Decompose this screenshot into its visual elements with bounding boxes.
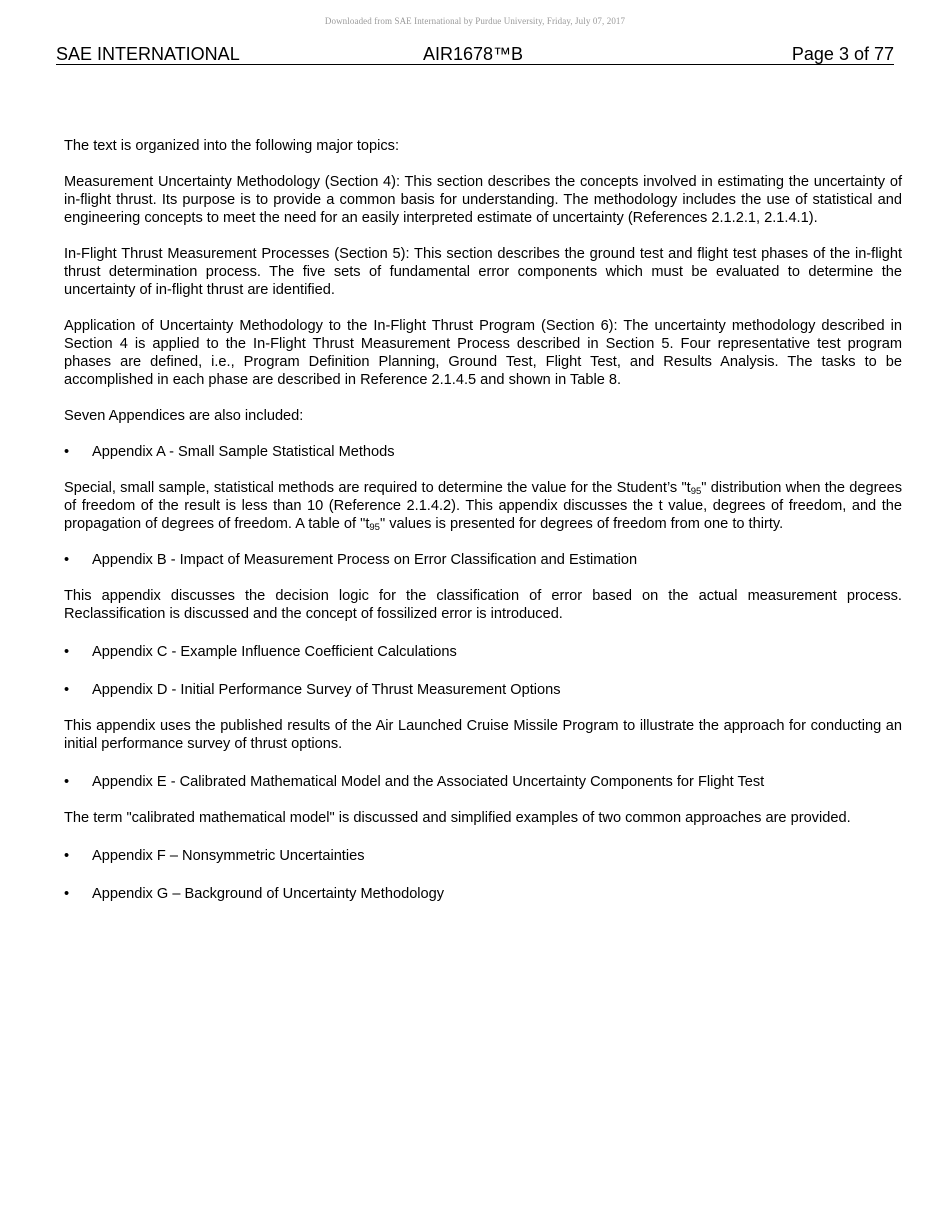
bullet-icon: • — [64, 444, 70, 460]
appendices-intro: Seven Appendices are also included: — [64, 408, 304, 424]
bullet-icon: • — [64, 774, 70, 790]
appendix-b-description: This appendix discusses the decision logic for the classification of error based on the actual measurement process. Reclassification is discussed and the concept of fossilized error is introduced. — [64, 588, 902, 622]
header-document-id: AIR1678™B — [423, 44, 524, 64]
appendix-a-item — [64, 443, 902, 461]
bullet-icon: • — [64, 552, 70, 568]
page-header — [56, 44, 894, 65]
appendix-g-item — [64, 885, 902, 903]
header-page-number: Page 3 of 77 — [791, 44, 894, 64]
header-organization: SAE INTERNATIONAL — [56, 44, 240, 64]
appendix-e-description: The term "calibrated mathematical model" is discussed and simplified examples of two common approaches are provided. — [64, 810, 851, 826]
appendix-c-item — [64, 643, 902, 661]
appendix-e-item — [64, 773, 902, 791]
appendix-d-description: This appendix uses the published results of the Air Launched Cruise Missile Program to illustrate the approach for conducting an initial performance survey of thrust options. — [64, 718, 902, 752]
appendix-e-title: Appendix E - Calibrated Mathematical Model and the Associated Uncertainty Components for Flight Test — [92, 774, 765, 790]
appendix-b-item — [64, 551, 902, 569]
appendix-a-desc-part1: Special, small sample, statistical methods are required to determine the value for the Student’s "t — [64, 480, 691, 496]
appendix-g-title: Appendix G – Background of Uncertainty Methodology — [92, 886, 445, 902]
appendix-a-description — [64, 479, 902, 533]
t95-subscript: 95 — [369, 522, 380, 533]
intro-paragraph: The text is organized into the following major topics: — [64, 138, 400, 154]
bullet-icon: • — [64, 682, 70, 698]
appendix-a-desc-part3: " values is presented for degrees of freedom from one to thirty. — [379, 516, 784, 532]
appendix-a-desc-part2: " distribution when the degrees of freedom of the result is less than 10 (Reference 2.1.4.2). This appendix discusses the t value, degrees of freedom, and the propagation of degrees of freedom. A table of "t — [64, 480, 903, 532]
bullet-icon: • — [64, 644, 70, 660]
appendix-f-item — [64, 847, 902, 865]
appendix-a-title: Appendix A - Small Sample Statistical Methods — [92, 444, 395, 460]
t95-subscript: 95 — [690, 486, 702, 497]
topic-measurement-uncertainty: Measurement Uncertainty Methodology (Section 4): This section describes the concepts involved in estimating the uncertainty of in-flight thrust. Its purpose is to provide a common basis for understanding. The methodology includes the use of statistical and engineering concepts to meet the need for an easily interpreted estimate of uncertainty (References 2.1.2.1, 2.1.4.1). — [64, 174, 902, 226]
download-watermark: Downloaded from SAE International by Purdue University, Friday, July 07, 2017 — [324, 16, 626, 26]
appendix-f-title: Appendix F – Nonsymmetric Uncertainties — [92, 848, 365, 864]
appendix-b-title: Appendix B - Impact of Measurement Process on Error Classification and Estimation — [92, 552, 638, 568]
bullet-icon: • — [64, 848, 70, 864]
topic-thrust-measurement-processes: In-Flight Thrust Measurement Processes (Section 5): This section describes the ground test and flight test phases of the in-flight thrust determination process. The five sets of fundamental error components which must be evaluated to determine the uncertainty of in-flight thrust are identified. — [64, 246, 902, 298]
appendix-c-title: Appendix C - Example Influence Coefficient Calculations — [92, 644, 457, 660]
appendix-d-title: Appendix D - Initial Performance Survey of Thrust Measurement Options — [92, 682, 561, 698]
page-body — [64, 137, 902, 921]
appendix-d-item — [64, 681, 902, 699]
topic-application-methodology: Application of Uncertainty Methodology to the In-Flight Thrust Program (Section 6): The uncertainty methodology described in Section 4 is applied to the In-Flight Thrust Measurement Process described in Section 5. Four representative test program phases are defined, i.e., Program Definition Planning, Ground Test, Flight Test, and Results Analysis. The tasks to be accomplished in each phase are described in Reference 2.1.4.5 and shown in Table 8. — [64, 318, 902, 388]
bullet-icon: • — [64, 886, 70, 902]
